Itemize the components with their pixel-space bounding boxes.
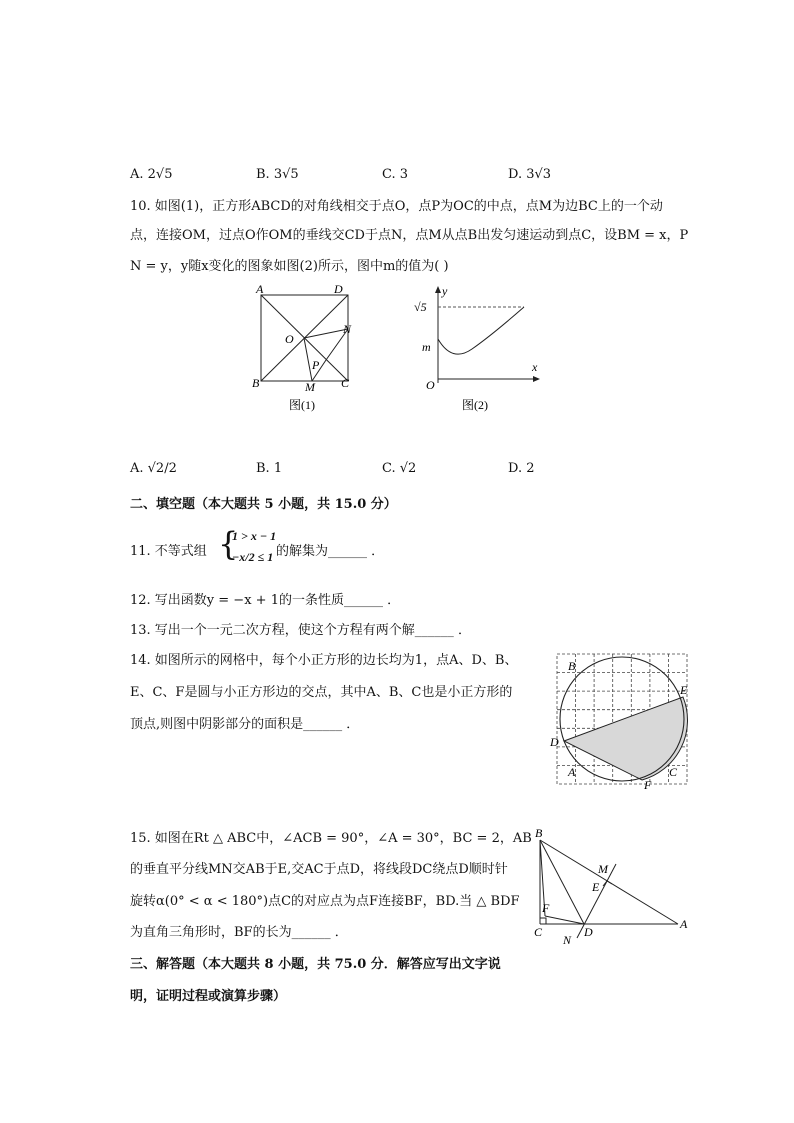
- q10-line-3: N = y，y随x变化的图象如图(2)所示，图中m的值为( ): [130, 259, 449, 274]
- fig2-label-sqrt5: √5: [414, 300, 427, 314]
- q14-label-e: E: [680, 683, 688, 697]
- q14-label-c: C: [669, 765, 678, 779]
- section-3-heading-line-2: 明，证明过程或演算步骤）: [130, 989, 287, 1004]
- q10-option-b: B. 1: [256, 461, 283, 476]
- q10-option-d: D. 2: [508, 461, 535, 476]
- fig1-label-n: N: [343, 322, 352, 336]
- fig2-label-x: x: [532, 360, 538, 374]
- fig2-label-y: y: [442, 284, 448, 298]
- q11-suffix: 的解集为______ ．: [276, 544, 385, 559]
- q10-option-c: C. √2: [382, 461, 417, 476]
- q14-line-1: 14. 如图所示的网格中，每个小正方形的边长均为1，点A、D、B、: [130, 653, 518, 668]
- q9-option-d: D. 3√3: [508, 167, 552, 182]
- q15-label-a: A: [680, 917, 688, 931]
- q15-line-1: 15. 如图在Rt △ ABC中，∠ACB = 90°，∠A = 30°，BC = 2，AB: [130, 831, 532, 846]
- fig1-label-a: A: [256, 282, 264, 296]
- section-3-heading-line-1: 三、解答题（本大题共 8 小题，共 75.0 分．解答应写出文字说: [130, 957, 501, 972]
- fig1-label-m: M: [305, 380, 315, 394]
- q10-line-2: 点，连接OM，过点O作OM的垂线交CD于点N，点M从点B出发匀速运动到点C，设BM = x，P: [130, 228, 689, 243]
- fig2-caption: 图(2): [462, 398, 488, 412]
- q9-option-b: B. 3√5: [256, 167, 299, 182]
- q15-label-d: D: [584, 925, 593, 939]
- q10-figure-1: [252, 283, 362, 413]
- q10-line-1: 10. 如图(1)，正方形ABCD的对角线相交于点O，点P为OC的中点，点M为边BC上的一个动: [130, 199, 663, 214]
- q14-label-b: B: [568, 659, 576, 673]
- q14-line-3: 顶点,则图中阴影部分的面积是______ ．: [130, 717, 360, 732]
- q15-label-m: M: [598, 862, 608, 876]
- q11-row-1: 1 > x − 1: [232, 529, 277, 543]
- q15-line-3: 旋转α(0° < α < 180°)点C的对应点为点F连接BF，BD.当 △ BDF: [130, 894, 520, 909]
- q15-label-e: E: [592, 880, 600, 894]
- q14-figure: [552, 650, 692, 790]
- q11-prefix: 11. 不等式组: [130, 544, 207, 559]
- fig2-label-m: m: [422, 340, 431, 354]
- q9-option-c: C. 3: [382, 167, 409, 182]
- q15-figure: [528, 826, 698, 946]
- fig1-label-p: P: [312, 358, 320, 372]
- q15-label-f: F: [542, 901, 550, 915]
- q15-line-2: 的垂直平分线MN交AB于E,交AC于点D，将线段DC绕点D顺时针: [130, 862, 508, 877]
- fig1-label-o: O: [285, 332, 294, 346]
- q10-figure-2: [412, 283, 542, 413]
- q15-line-4: 为直角三角形时，BF的长为______ ．: [130, 925, 348, 940]
- fig1-caption: 图(1): [289, 398, 315, 412]
- q10-option-a: A. √2/2: [130, 461, 177, 476]
- fig1-label-d: D: [334, 282, 343, 296]
- q11-row-2: −x/2 ≤ 1: [232, 550, 274, 564]
- q9-option-a: A. 2√5: [130, 167, 173, 182]
- fig1-label-b: B: [252, 376, 260, 390]
- q14-label-d: D: [550, 735, 559, 749]
- section-2-heading: 二、填空题（本大题共 5 小题，共 15.0 分）: [130, 497, 397, 512]
- fig2-label-o: O: [426, 378, 435, 392]
- q15-label-c: C: [534, 925, 543, 939]
- q14-label-f: F: [644, 778, 652, 792]
- q15-label-b: B: [535, 826, 543, 840]
- q12: 12. 写出函数y = −x + 1的一条性质______ ．: [130, 593, 401, 608]
- q15-label-n: N: [563, 933, 572, 947]
- fig1-label-c: C: [341, 376, 350, 390]
- q13: 13. 写出一个一元二次方程，使这个方程有两个解______ ．: [130, 623, 471, 638]
- q14-label-a: A: [568, 765, 576, 779]
- q14-line-2: E、C、F是圆与小正方形边的交点，其中A、B、C也是小正方形的: [130, 685, 513, 700]
- q11-brace: {: [218, 525, 239, 563]
